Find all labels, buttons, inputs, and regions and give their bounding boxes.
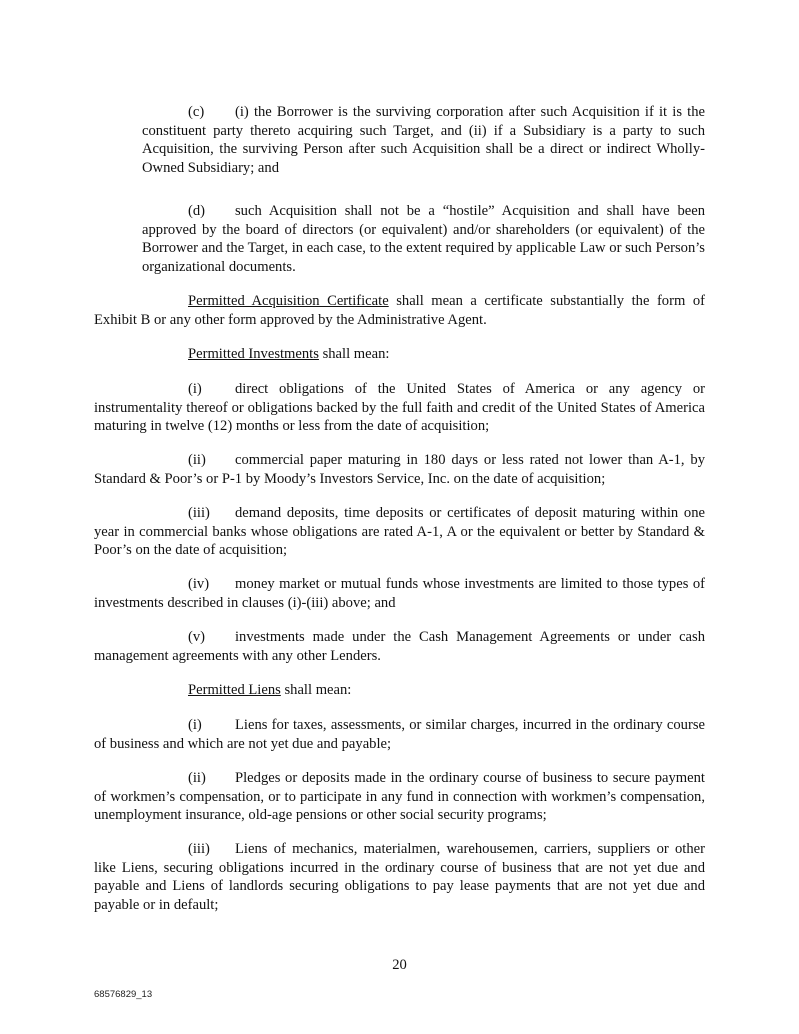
item-label: (ii) [188,452,206,468]
definition-text: shall mean a certificate substantially the form of Exhibit B or any other form approved by the Administrative Agent. [94,293,705,328]
definition-permitted-investments [94,345,705,364]
definition-text: shall mean: [318,346,390,362]
item-text: money market or mutual funds whose investments are limited to those types of investments described in clauses (i)-(iii) above; and [94,576,705,611]
page-number: 20 [392,957,407,973]
lien-item [94,716,705,753]
clause-d [142,202,705,276]
definition-permitted-acquisition-certificate [94,292,705,329]
investment-item [94,451,705,488]
lien-item [94,840,705,914]
clause-text: (i) the Borrower is the surviving corporation after such Acquisition if it is the constituent party thereto acquiring such Target, and (ii) if a Subsidiary is a party to such Acquisition, the surviving Person after such Acquisition shall be a direct or indirect Wholly-Owned Subsidiary; and [142,104,705,176]
definition-text: shall mean: [280,682,352,698]
item-text: Pledges or deposits made in the ordinary course of business to secure payment of workmen’s compensation, or to participate in any fund in connection with workmen’s compensation, unemployment insurance, old-age pensions or other social security programs; [94,770,705,824]
item-text: investments made under the Cash Management Agreements or under cash management agreements with any other Lenders. [94,629,705,664]
item-label: (iii) [188,841,210,857]
investment-item [94,575,705,612]
item-text: direct obligations of the United States of America or any agency or instrumentality thereof or obligations backed by the full faith and credit of the United States of America maturing in twelve (12) months or less from the date of acquisition; [94,381,705,435]
investment-item [94,628,705,665]
item-label: (ii) [188,770,206,786]
investment-item [94,380,705,436]
item-text: demand deposits, time deposits or certificates of deposit maturing within one year in commercial banks whose obligations are rated A-1, A or the equivalent or better by Standard & Poor’s on the date of acquisition; [94,505,705,559]
item-label: (v) [188,629,206,645]
lien-item [94,769,705,825]
investment-item [94,504,705,560]
clause-text: such Acquisition shall not be a “hostile” Acquisition and shall have been approved by the board of directors (or equivalent) and/or shareholders (or equivalent) of the Borrower and the Target, in each case, to the extent required by applicable Law or such Person’s organizational documents. [142,203,705,275]
item-text: Liens of mechanics, materialmen, warehousemen, carriers, suppliers or other like Liens, securing obligations incurred in the ordinary course of business that are not yet due and payable and Liens of landlords securing obligations to pay lease payments that are not yet due and payable or in default; [94,841,705,913]
item-text: commercial paper maturing in 180 days or less rated not lower than A-1, by Standard & Poor’s or P-1 by Moody’s Investors Service, Inc. on the date of acquisition; [94,452,705,487]
clause-c [142,103,705,177]
item-label: (iv) [188,576,210,592]
clause-label: (c) [188,104,205,120]
item-label: (iii) [188,505,210,521]
defined-term: Permitted Acquisition Certificate [188,293,389,309]
item-label: (i) [188,381,202,397]
item-text: Liens for taxes, assessments, or similar charges, incurred in the ordinary course of business and which are not yet due and payable; [94,717,705,752]
defined-term: Permitted Investments [188,346,319,362]
item-label: (i) [188,717,202,733]
clause-label: (d) [188,203,206,219]
document-id: 68576829_13 [94,989,153,1000]
definition-permitted-liens [94,681,705,700]
defined-term: Permitted Liens [188,682,281,698]
